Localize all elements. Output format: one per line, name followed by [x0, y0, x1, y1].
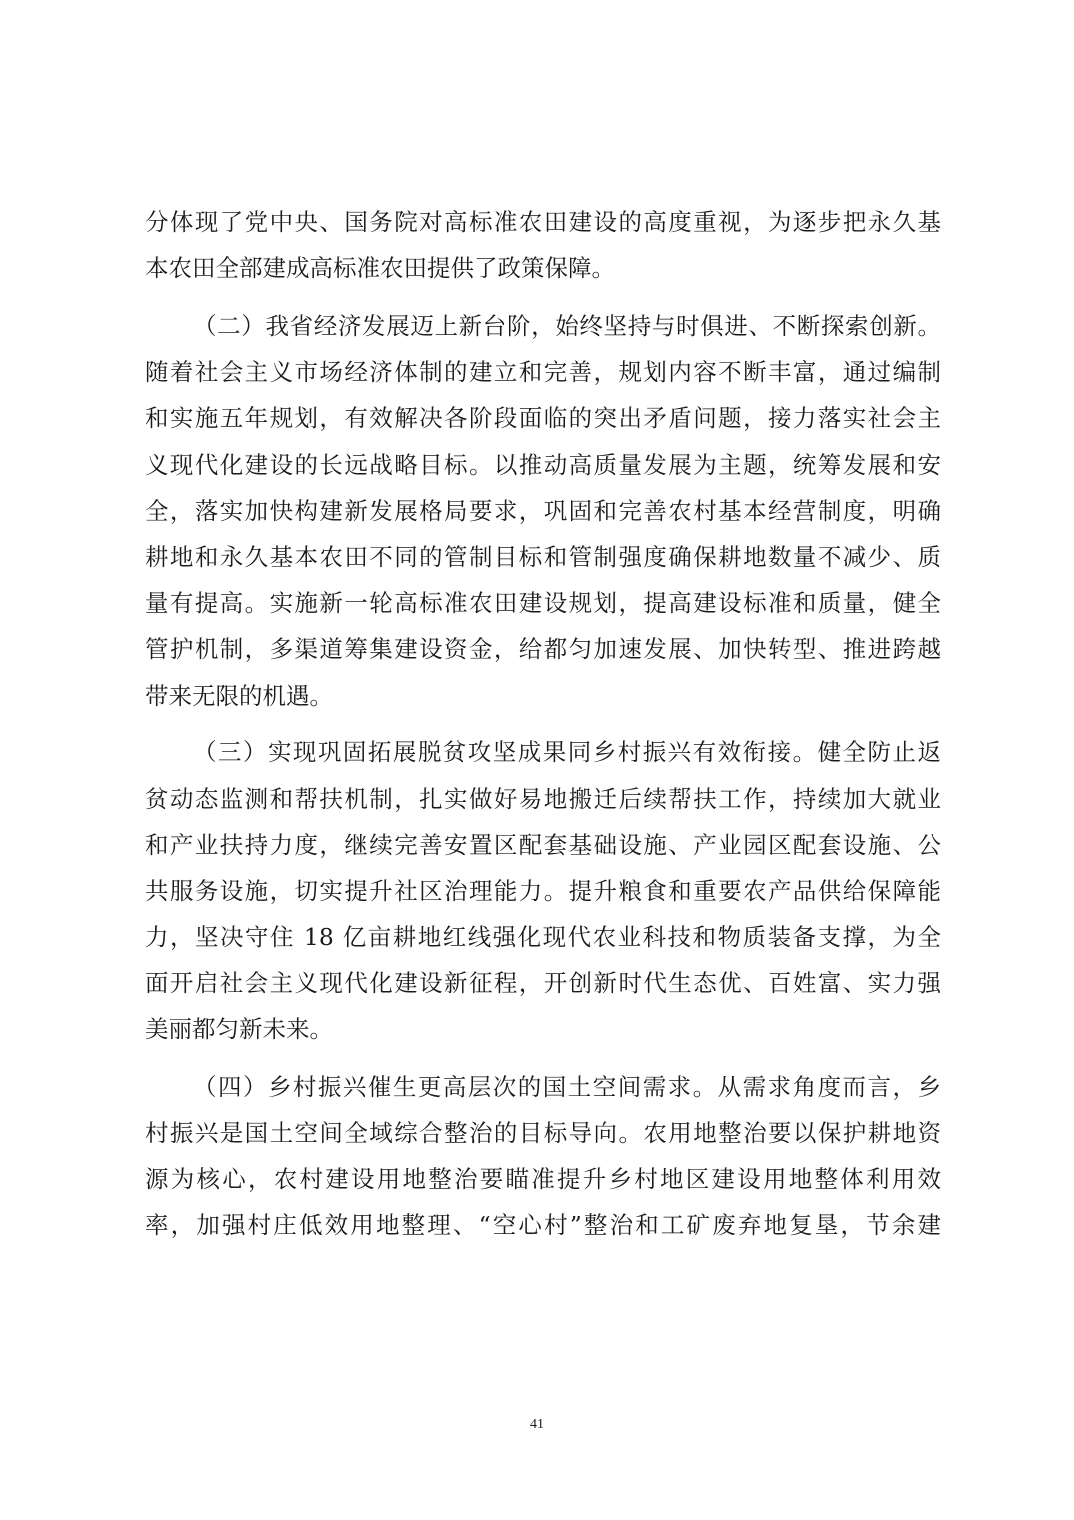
body-text-line: 贫动态监测和帮扶机制，扎实做好易地搬迁后续帮扶工作，持续加大就业	[145, 785, 941, 813]
body-text-line: 义现代化建设的长远战略目标。以推动高质量发展为主题，统筹发展和安	[145, 451, 941, 479]
body-text-line: 随着社会主义市场经济体制的建立和完善，规划内容不断丰富，通过编制	[145, 358, 941, 386]
body-text-line: 率，加强村庄低效用地整理、“空心村”整治和工矿废弃地复垦，节余建	[145, 1211, 941, 1239]
section-heading-line: （二）我省经济发展迈上新台阶，始终坚持与时俱进、不断探索创新。	[193, 312, 941, 340]
page-number: 41	[530, 1417, 544, 1432]
body-text-line: 全，落实加快构建新发展格局要求，巩固和完善农村基本经营制度，明确	[145, 497, 941, 525]
body-text-line: 共服务设施，切实提升社区治理能力。提升粮食和重要农产品供给保障能	[145, 877, 941, 905]
body-text-line: 带来无限的机遇。	[145, 682, 333, 710]
body-text-line: 面开启社会主义现代化建设新征程，开创新时代生态优、百姓富、实力强	[145, 969, 941, 997]
section-heading-line: （三）实现巩固拓展脱贫攻坚成果同乡村振兴有效衔接。健全防止返	[193, 738, 941, 766]
body-text-line: 美丽都匀新未来。	[145, 1015, 333, 1043]
body-text-line: 源为核心，农村建设用地整治要瞄准提升乡村地区建设用地整体利用效	[145, 1165, 941, 1193]
body-text-line: 和实施五年规划，有效解决各阶段面临的突出矛盾问题，接力落实社会主	[145, 404, 941, 432]
body-text-line: 村振兴是国土空间全域综合整治的目标导向。农用地整治要以保护耕地资	[145, 1119, 941, 1147]
section-heading-line: （四）乡村振兴催生更高层次的国土空间需求。从需求角度而言，乡	[193, 1073, 941, 1101]
body-text-line: 本农田全部建成高标准农田提供了政策保障。	[145, 254, 615, 282]
body-text-line: 分体现了党中央、国务院对高标准农田建设的高度重视，为逐步把永久基	[145, 208, 941, 236]
body-text-line: 耕地和永久基本农田不同的管制目标和管制强度确保耕地数量不减少、质	[145, 543, 941, 571]
body-text-line: 和产业扶持力度，继续完善安置区配套基础设施、产业园区配套设施、公	[145, 831, 941, 859]
body-text-line: 管护机制，多渠道筹集建设资金，给都匀加速发展、加快转型、推进跨越	[145, 635, 941, 663]
body-text-line: 力，坚决守住 18 亿亩耕地红线强化现代农业科技和物质装备支撑，为全	[145, 923, 941, 951]
body-text-line: 量有提高。实施新一轮高标准农田建设规划，提高建设标准和质量，健全	[145, 589, 941, 617]
